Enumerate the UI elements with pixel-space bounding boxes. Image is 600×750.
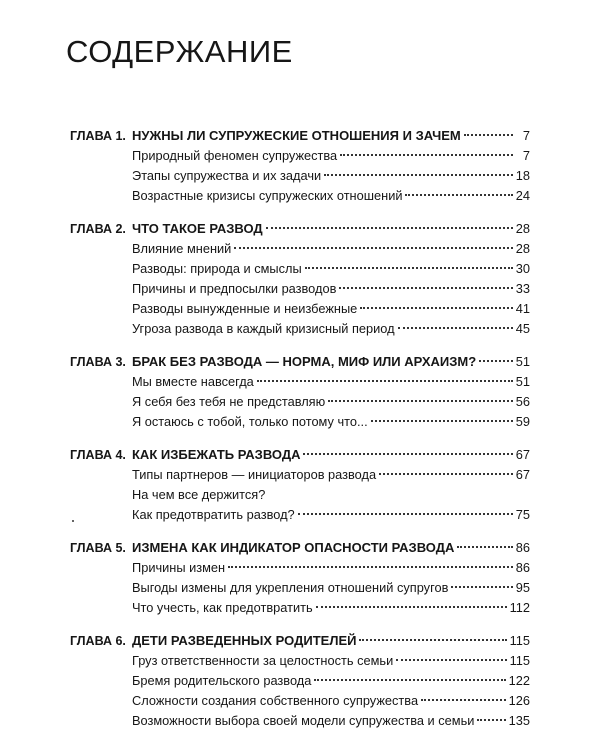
chapter-label: ГЛАВА 2. [70,222,126,236]
dot-leader [316,606,507,608]
dot-leader [228,566,513,568]
dot-leader [479,360,513,362]
section-title: Угроза развода в каждый кризисный период [132,321,395,336]
chapter-title: КАК ИЗБЕЖАТЬ РАЗВОДА [132,447,301,462]
page-number: 28 [515,221,530,236]
dot-leader [477,719,505,721]
chapter-heading-row [70,538,530,558]
section-row [70,392,530,412]
dot-leader [398,327,513,329]
section-row [70,299,530,319]
dot-leader [339,287,512,289]
section-title: Возрастные кризисы супружеских отношений [132,188,403,203]
chapter-title: НУЖНЫ ЛИ СУПРУЖЕСКИЕ ОТНОШЕНИЯ И ЗАЧЕМ [132,128,461,143]
page-number: 41 [515,301,530,316]
section-row [70,651,530,671]
section-row [70,186,530,206]
section-title: Я остаюсь с тобой, только потому что... [132,414,368,429]
page-number: 122 [508,673,530,688]
dot-leader [421,699,506,701]
dot-leader [314,679,505,681]
section-row [70,671,530,691]
page-number: 45 [515,321,530,336]
page-number: 24 [515,188,530,203]
dot-leader [303,453,512,455]
section-row [70,166,530,186]
page-number: 115 [509,633,530,648]
section-title: Бремя родительского развода [132,673,312,688]
chapter-label: ГЛАВА 6. [70,634,126,648]
chapter-title: ЧТО ТАКОЕ РАЗВОД [132,221,263,236]
dot-leader [324,174,513,176]
section-row [70,598,530,618]
chapter-title: ИЗМЕНА КАК ИНДИКАТОР ОПАСНОСТИ РАЗВОДА [132,540,455,555]
chapter-label: ГЛАВА 1. [70,129,126,143]
section-row [70,505,530,525]
page-number: 86 [515,540,530,555]
chapter-title: ДЕТИ РАЗВЕДЕННЫХ РОДИТЕЛЕЙ [132,633,357,648]
page-number: 33 [515,281,530,296]
table-of-contents [70,126,530,744]
page-number: 7 [522,128,530,143]
dot-leader [405,194,512,196]
section-title: Разводы вынужденные и неизбежные [132,301,358,316]
page-number: 18 [515,168,530,183]
toc-chapter [70,126,530,206]
page-number: 135 [508,713,530,728]
section-row [70,485,530,505]
dot-leader [451,586,512,588]
chapter-title: БРАК БЕЗ РАЗВОДА — НОРМА, МИФ ИЛИ АРХАИЗМ? [132,354,477,369]
page-number: 30 [515,261,530,276]
chapter-label: ГЛАВА 5. [70,541,126,555]
page-number: 51 [515,374,530,389]
page-number: 56 [515,394,530,409]
page-title: СОДЕРЖАНИЕ [66,34,293,69]
section-title: Сложности создания собственного супружества [132,693,419,708]
section-row [70,578,530,598]
section-row [70,319,530,339]
section-row [70,259,530,279]
section-row [70,558,530,578]
chapter-heading-row [70,219,530,239]
page-number: 112 [509,600,530,615]
dot-leader [298,513,513,515]
section-title: Груз ответственности за целостность семьи [132,653,394,668]
page-number: 126 [508,693,530,708]
section-row [70,711,530,731]
dot-leader [371,420,513,422]
page-number: 115 [509,653,530,668]
dot-leader [328,400,513,402]
dot-leader [340,154,513,156]
dot-leader [266,227,513,229]
section-title: Выгоды измены для укрепления отношений супругов [132,580,449,595]
section-title: Разводы: природа и смыслы [132,261,302,276]
chapter-heading-row [70,352,530,372]
section-title: Причины измен [132,560,226,575]
page-number: 86 [515,560,530,575]
page-number: 67 [515,447,530,462]
section-title: Как предотвратить развод? [132,507,295,522]
section-title: На чем все держится? [132,487,266,502]
section-title: Этапы супружества и их задачи [132,168,322,183]
page-number: 7 [522,148,530,163]
section-title: Причины и предпосылки разводов [132,281,337,296]
section-row [70,146,530,166]
page-number: 51 [515,354,530,369]
dot-leader [464,134,513,136]
chapter-heading-row [70,631,530,651]
section-row [70,372,530,392]
section-title: Природный феномен супружества [132,148,338,163]
section-title: Типы партнеров — инициаторов развода [132,467,377,482]
dot-leader [379,473,513,475]
chapter-label: ГЛАВА 4. [70,448,126,462]
dot-leader [305,267,513,269]
dot-leader [359,639,506,641]
page-number: 67 [515,467,530,482]
section-title: Влияние мнений [132,241,232,256]
section-row [70,239,530,259]
toc-chapter [70,219,530,339]
page-number: 75 [515,507,530,522]
section-row [70,279,530,299]
toc-chapter [70,631,530,731]
toc-chapter [70,538,530,618]
dot-leader [234,247,512,249]
dot-leader [396,659,506,661]
dot-leader [268,493,513,495]
chapter-heading-row [70,126,530,146]
section-row [70,691,530,711]
chapter-heading-row [70,445,530,465]
dot-leader [257,380,513,382]
toc-chapter [70,445,530,525]
section-row [70,465,530,485]
section-title: Что учесть, как предотвратить [132,600,313,615]
chapter-label: ГЛАВА 3. [70,355,126,369]
page-number: 59 [515,414,530,429]
page-number: 95 [515,580,530,595]
toc-chapter [70,352,530,432]
print-speck [72,520,74,522]
section-title: Я себя без тебя не представляю [132,394,326,409]
section-title: Возможности выбора своей модели супружества и семьи [132,713,475,728]
dot-leader [457,546,512,548]
section-title: Мы вместе навсегда [132,374,254,389]
page-number: 28 [515,241,530,256]
dot-leader [360,307,512,309]
section-row [70,412,530,432]
